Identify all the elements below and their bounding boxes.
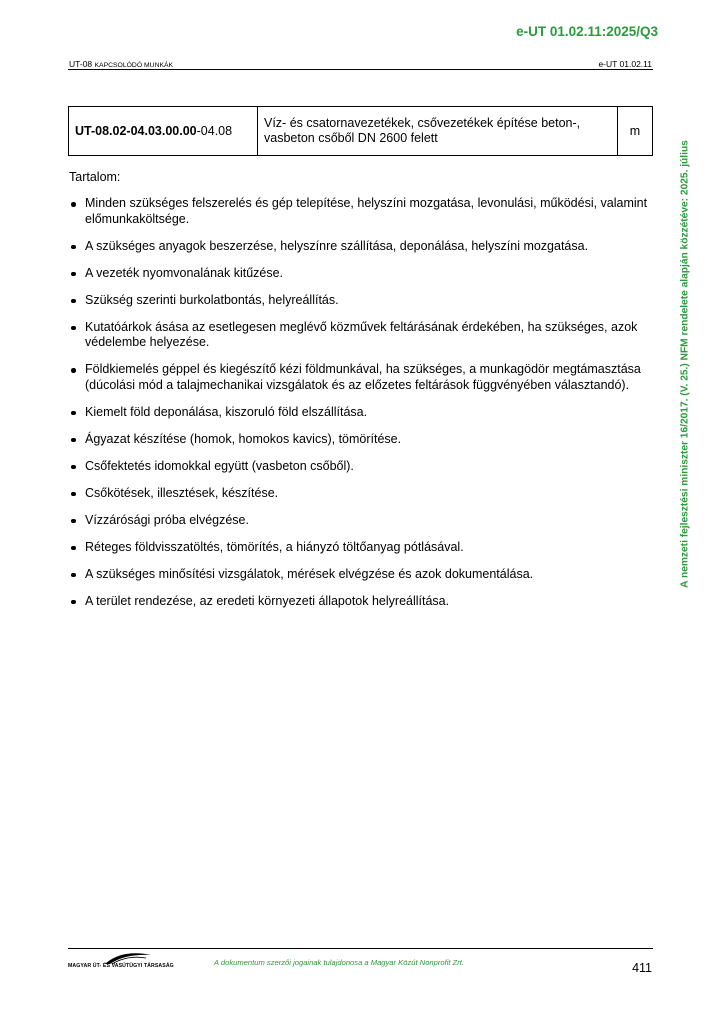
list-item: Vízzárósági próba elvégzése. xyxy=(68,513,653,529)
list-item: Szükség szerinti burkolatbontás, helyreállítás. xyxy=(68,293,653,309)
chapter-header xyxy=(69,59,173,69)
side-note-text: A nemzeti fejlesztési miniszter 16/2017. (V. 25.) NFM rendelete alapján közzétéve: 2025. július xyxy=(679,139,691,588)
copyright-notice: A dokumentum szerzői jogainak tulajdonosa a Magyar Közút Nonprofit Zrt. xyxy=(214,958,465,967)
chapter-prefix: UT-08 xyxy=(69,59,95,69)
list-item: Csőkötések, illesztések, készítése. xyxy=(68,486,653,502)
list-item: Kutatóárkok ásása az esetlegesen meglévő közművek feltárásának érdekében, ha szükséges, azok védelembe helyezése. xyxy=(68,320,653,351)
content-heading: Tartalom: xyxy=(69,170,121,184)
list-item: Ágyazat készítése (homok, homokos kavics), tömörítése. xyxy=(68,432,653,448)
chapter-title: KAPCSOLÓDÓ MUNKÁK xyxy=(94,62,174,69)
list-item: Kiemelt föld deponálása, kiszoruló föld elszállítása. xyxy=(68,405,653,421)
item-description: Víz- és csatornavezetékek, csővezetékek építése beton-, vasbeton csőből DN 2600 felett xyxy=(258,107,618,156)
page-number: 411 xyxy=(632,961,652,975)
item-code-cell xyxy=(69,107,258,156)
list-item: Földkiemelés géppel és kiegészítő kézi földmunkával, ha szükséges, a munkagödör megtámasztása (dúcolási mód a talajmechanikai vizsgálatok és az előzetes feltárások függvényében választandó). xyxy=(68,362,653,393)
item-unit: m xyxy=(618,107,653,156)
item-table xyxy=(68,106,653,156)
content-list xyxy=(68,196,653,621)
publisher-logo xyxy=(68,951,174,973)
item-code: UT-08.02-04.03.00.00 xyxy=(75,124,197,138)
side-note xyxy=(675,97,695,630)
document-code: e-UT 01.02.11:2025/Q3 xyxy=(516,24,658,39)
footer-divider xyxy=(68,948,653,949)
header-divider xyxy=(68,69,653,70)
list-item: Csőfektetés idomokkal együtt (vasbeton csőből). xyxy=(68,459,653,475)
list-item: A terület rendezése, az eredeti környezeti állapotok helyreállítása. xyxy=(68,594,653,610)
list-item: A szükséges anyagok beszerzése, helyszínre szállítása, deponálása, helyszíni mozgatása. xyxy=(68,239,653,255)
item-row xyxy=(69,107,653,156)
standard-reference: e-UT 01.02.11 xyxy=(598,59,652,69)
list-item: A szükséges minősítési vizsgálatok, mérések elvégzése és azok dokumentálása. xyxy=(68,567,653,583)
item-code-suffix: -04.08 xyxy=(196,124,233,138)
list-item: Minden szükséges felszerelés és gép telepítése, helyszíni mozgatása, levonulási, működési, valamint előmunkaköltsége. xyxy=(68,196,653,227)
list-item: A vezeték nyomvonalának kitűzése. xyxy=(68,266,653,282)
logo-text: MAGYAR ÚT- ÉS VASÚTÜGYI TÁRSASÁG xyxy=(68,963,174,969)
list-item: Réteges földvisszatöltés, tömörítés, a hiányzó töltőanyag pótlásával. xyxy=(68,540,653,556)
